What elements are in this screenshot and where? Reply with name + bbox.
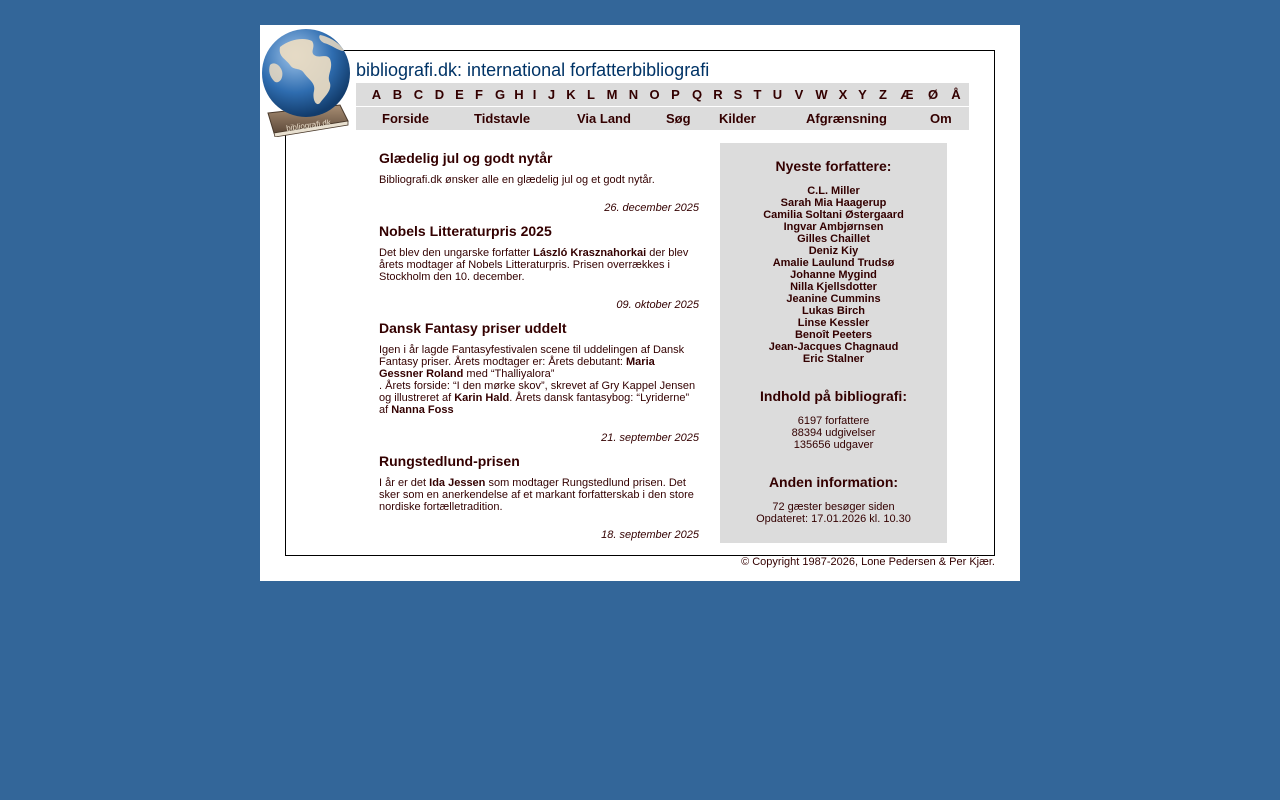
alpha-link-19[interactable]: T [753,87,762,102]
news-title: Rungstedlund-prisen [379,453,520,469]
newest-author-link[interactable]: Camilia Soltani Østergaard [763,209,904,221]
menu-via-land[interactable]: Via Land [577,111,631,126]
newest-author-link[interactable]: Benoît Peeters [794,329,873,341]
other-info-heading: Anden information: [768,474,899,490]
news-date: 09. oktober 2025 [616,299,699,311]
menu-tidstavle[interactable]: Tidstavle [474,111,531,126]
author-link[interactable]: Karin Hald [454,392,510,404]
menu-afgraensning[interactable]: Afgrænsning [806,111,887,126]
news-date: 21. september 2025 [601,432,699,444]
menu-forside[interactable]: Forside [382,111,429,126]
news-item [379,150,699,214]
author-link[interactable]: Nanna Foss [391,404,454,416]
news-date: 18. september 2025 [601,529,699,541]
alpha-link-4[interactable]: E [455,87,464,102]
site-title: bibliografi.dk: international forfatterbibliografi [356,60,710,80]
newest-author-link[interactable]: Johanne Mygind [790,269,877,281]
newest-authors-heading: Nyeste forfattere: [775,158,892,174]
alpha-link-11[interactable]: L [587,87,595,102]
alpha-link-20[interactable]: U [772,87,783,102]
alpha-link-7[interactable]: H [514,87,524,102]
newest-author-link[interactable]: Sarah Mia Haagerup [780,197,887,209]
news-text: Bibliografi.dk ønsker alle en glædelig jul og et godt nytår. [379,174,655,186]
news-body [379,344,699,416]
author-link[interactable]: Ida Jessen [429,477,486,489]
news-item [379,320,699,444]
newest-author-link[interactable]: Linse Kessler [797,317,870,329]
author-link[interactable]: László Krasznahorkai [533,247,647,259]
news-date: 26. december 2025 [604,202,699,214]
stat-publications: 88394 udgivelser [791,427,876,439]
page-container [260,25,1020,581]
alpha-link-1[interactable]: B [392,87,403,102]
alpha-link-24[interactable]: Y [858,87,867,102]
author-link[interactable]: Maria Gessner Roland [379,356,655,380]
news-item [379,453,699,541]
logo-text: bibliografi.dk [285,117,332,134]
copyright: © Copyright 1987-2026, Lone Pedersen & Per Kjær. [741,556,995,568]
newest-authors-list [720,185,947,365]
news-title: Glædelig jul og godt nytår [379,150,553,166]
news-item [379,223,699,311]
news-text: . Årets forside: “I den mørke skov”, skrevet af Gry Kappel Jensen og illustreret af [379,380,696,404]
newest-author-link[interactable]: Amalie Laulund Trudsø [772,257,895,269]
newest-author-link[interactable]: Nilla Kjellsdotter [790,281,877,293]
alpha-link-8[interactable]: I [532,87,537,102]
alpha-link-23[interactable]: X [838,87,848,102]
content-heading: Indhold på bibliografi: [760,388,907,404]
news-column [379,150,699,550]
alpha-link-3[interactable]: D [434,87,445,102]
alpha-link-25[interactable]: Z [879,87,887,102]
news-text: med “Thalliyalora” [463,368,555,380]
alpha-link-9[interactable]: J [547,87,556,102]
newest-author-link[interactable]: Ingvar Ambjørnsen [783,221,884,233]
news-text: som modtager Rungstedlund prisen. Det sker som en anerkendelse af et markant forfatterskab i den store nordiske fortælletradition. [379,477,694,513]
alpha-link-15[interactable]: P [671,87,680,102]
alpha-link-2[interactable]: C [413,87,424,102]
globe-logo[interactable] [260,25,355,137]
stat-authors: 6197 forfattere [797,415,870,427]
news-text: der blev årets modtager af Nobels Litteraturpris. Prisen overrækkes i Stockholm den 10. december. [379,247,689,283]
newest-author-link[interactable]: Jean-Jacques Chagnaud [768,341,899,353]
alpha-link-14[interactable]: O [649,87,660,102]
news-text: . Årets dansk fantasybog: “Lyriderne” af [379,392,690,416]
visitor-count: 72 gæster besøger siden [772,501,895,513]
news-body [379,174,699,186]
alpha-link-13[interactable]: N [628,87,639,102]
newest-author-link[interactable]: Jeanine Cummins [786,293,881,305]
newest-author-link[interactable]: Lukas Birch [802,305,865,317]
info-sidebar [720,143,947,543]
stat-editions: 135656 udgaver [793,439,874,451]
news-text: Igen i år lagde Fantasyfestivalen scene til uddelingen af Dansk Fantasy priser. Årets modtager er: Årets debutant: [379,344,685,368]
alpha-link-21[interactable]: V [794,87,804,102]
main-menu [356,107,969,130]
menu-soeg[interactable]: Søg [666,111,691,126]
alpha-link-22[interactable]: W [815,87,828,102]
newest-author-link[interactable]: Gilles Chaillet [797,233,870,245]
menu-kilder[interactable]: Kilder [719,111,756,126]
alpha-link-26[interactable]: Æ [900,87,914,102]
alpha-link-10[interactable]: K [566,87,576,102]
news-body [379,247,699,283]
news-title: Dansk Fantasy priser uddelt [379,320,567,336]
alpha-link-28[interactable]: Å [951,87,961,102]
content-stats [720,415,947,451]
newest-author-link[interactable]: Eric Stalner [802,353,865,365]
menu-om[interactable]: Om [930,111,952,126]
alpha-link-27[interactable]: Ø [927,87,939,102]
other-info [720,501,947,525]
alphabet-nav [356,83,969,106]
news-text: Det blev den ungarske forfatter [379,247,534,259]
alpha-link-12[interactable]: M [606,87,618,102]
news-title: Nobels Litteraturpris 2025 [379,223,552,239]
news-text: I år er det [379,477,430,489]
newest-author-link[interactable]: Deniz Kiy [808,245,859,257]
alpha-link-18[interactable]: S [733,87,743,102]
alpha-link-5[interactable]: F [475,87,483,102]
newest-author-link[interactable]: C.L. Miller [807,185,860,197]
alpha-link-17[interactable]: R [713,87,723,102]
alpha-link-6[interactable]: G [494,87,506,102]
updated-timestamp: Opdateret: 17.01.2026 kl. 10.30 [756,513,911,525]
alpha-link-0[interactable]: A [371,87,382,102]
news-body [379,477,699,513]
alpha-link-16[interactable]: Q [691,87,703,102]
